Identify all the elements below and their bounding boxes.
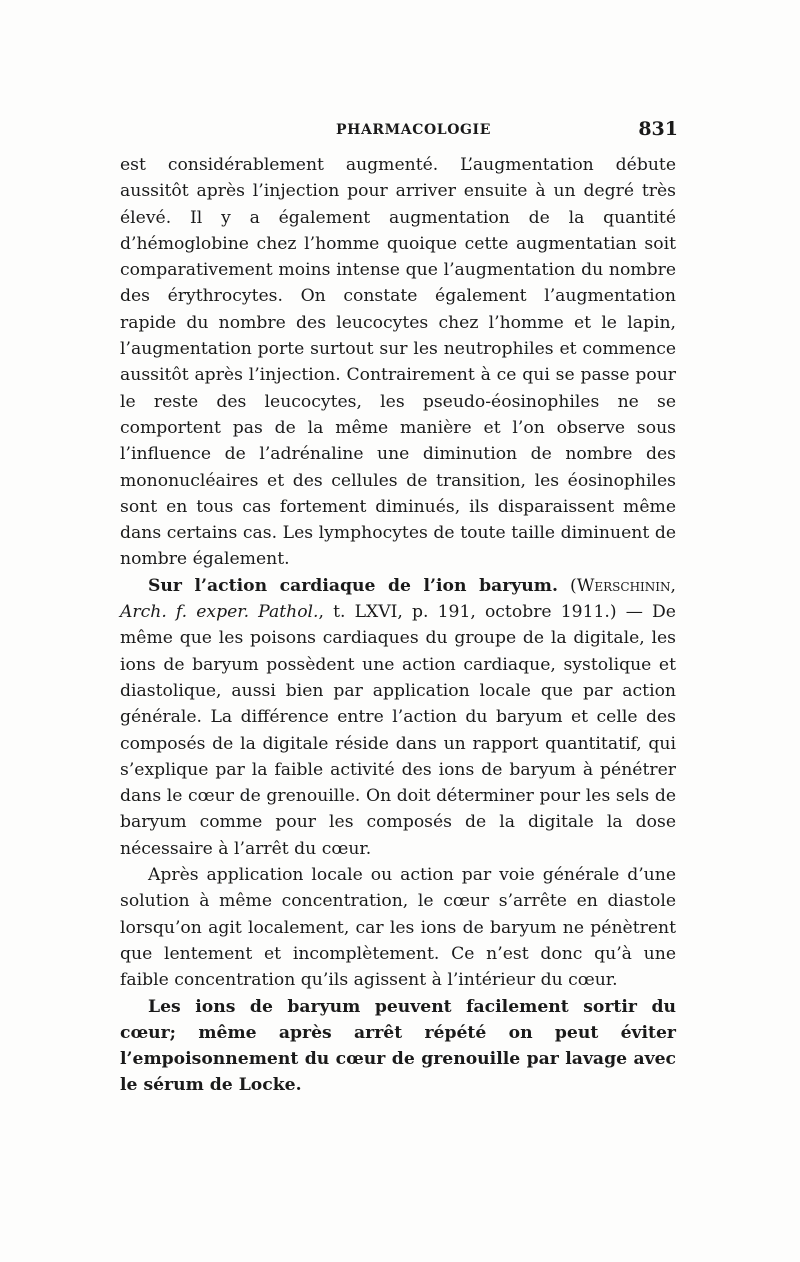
reference-details: , t. LXVI, p. 191, octobre 1911.) xyxy=(318,602,617,623)
paragraph-4: Les ions de baryum peuvent facilement sortir du cœur; même après arrêt répété on peut éviter l’empoisonnement du cœur de grenouille par lavage avec le sérum de Locke. xyxy=(120,996,676,1096)
section-heading: Sur l’action cardiaque de l’ion baryum. xyxy=(148,575,558,596)
reference-author: Werschinin xyxy=(576,575,671,596)
paragraph-2-text: — De même que les poisons cardiaques du groupe de la digitale, les ions de baryum possèdent une action cardiaque, systolique et diastolique, aussi bien par application locale que par action générale. La différence entre l’action du baryum et celle des composés de la digitale réside dans un rapport quantitatif, qui s’explique par la faible activité des ions de baryum à pénétrer dans le cœur de grenouille. On doit déterminer pour les sels de baryum comme pour les composés de la digitale la dose nécessaire à l’arrêt du cœur. xyxy=(120,602,676,859)
reference-journal: Arch. f. exper. Pathol. xyxy=(120,602,319,623)
paragraph-2 xyxy=(120,573,676,862)
reference-open: ( xyxy=(557,575,577,596)
paragraph-1: est considérablement augmenté. L’augmentation débute aussitôt après l’injection pour arriver ensuite à un degré très élevé. Il y a également augmentation de la quantité d’hémoglobine chez l’homme quoique cette augmentatian soit comparativement moins intense que l’augmentation du nombre des érythrocytes. On constate également l’augmentation rapide du nombre des leucocytes chez l’homme et le lapin, l’augmentation porte surtout sur les neutrophiles et commence aussitôt après l’injection. Contrairement à ce qui se passe pour le reste des leucocytes, les pseudo-éosinophiles ne se comportent pas de la même manière et l’on observe sous l’influence de l’adrénaline une diminution de nombre des mononucléaires et des cellules de transition, les éosinophiles sont en tous cas fortement diminués, ils disparaissent même dans certains cas. Les lymphocytes de toute taille diminuent de nombre également. xyxy=(120,155,676,570)
page-header xyxy=(118,118,678,148)
reference-separator: , xyxy=(670,575,676,596)
body-text xyxy=(120,152,676,1099)
paragraph-3: Après application locale ou action par voie générale d’une solution à même concentration, le cœur s’arrête en diastole lorsqu’on agit localement, car les ions de baryum ne pénètrent que lentement et incomplètement. Ce n’est donc qu’à une faible concentration qu’ils agissent à l’intérieur du cœur. xyxy=(120,865,676,991)
running-head: PHARMACOLOGIE xyxy=(336,122,491,138)
page-number: 831 xyxy=(638,118,678,140)
